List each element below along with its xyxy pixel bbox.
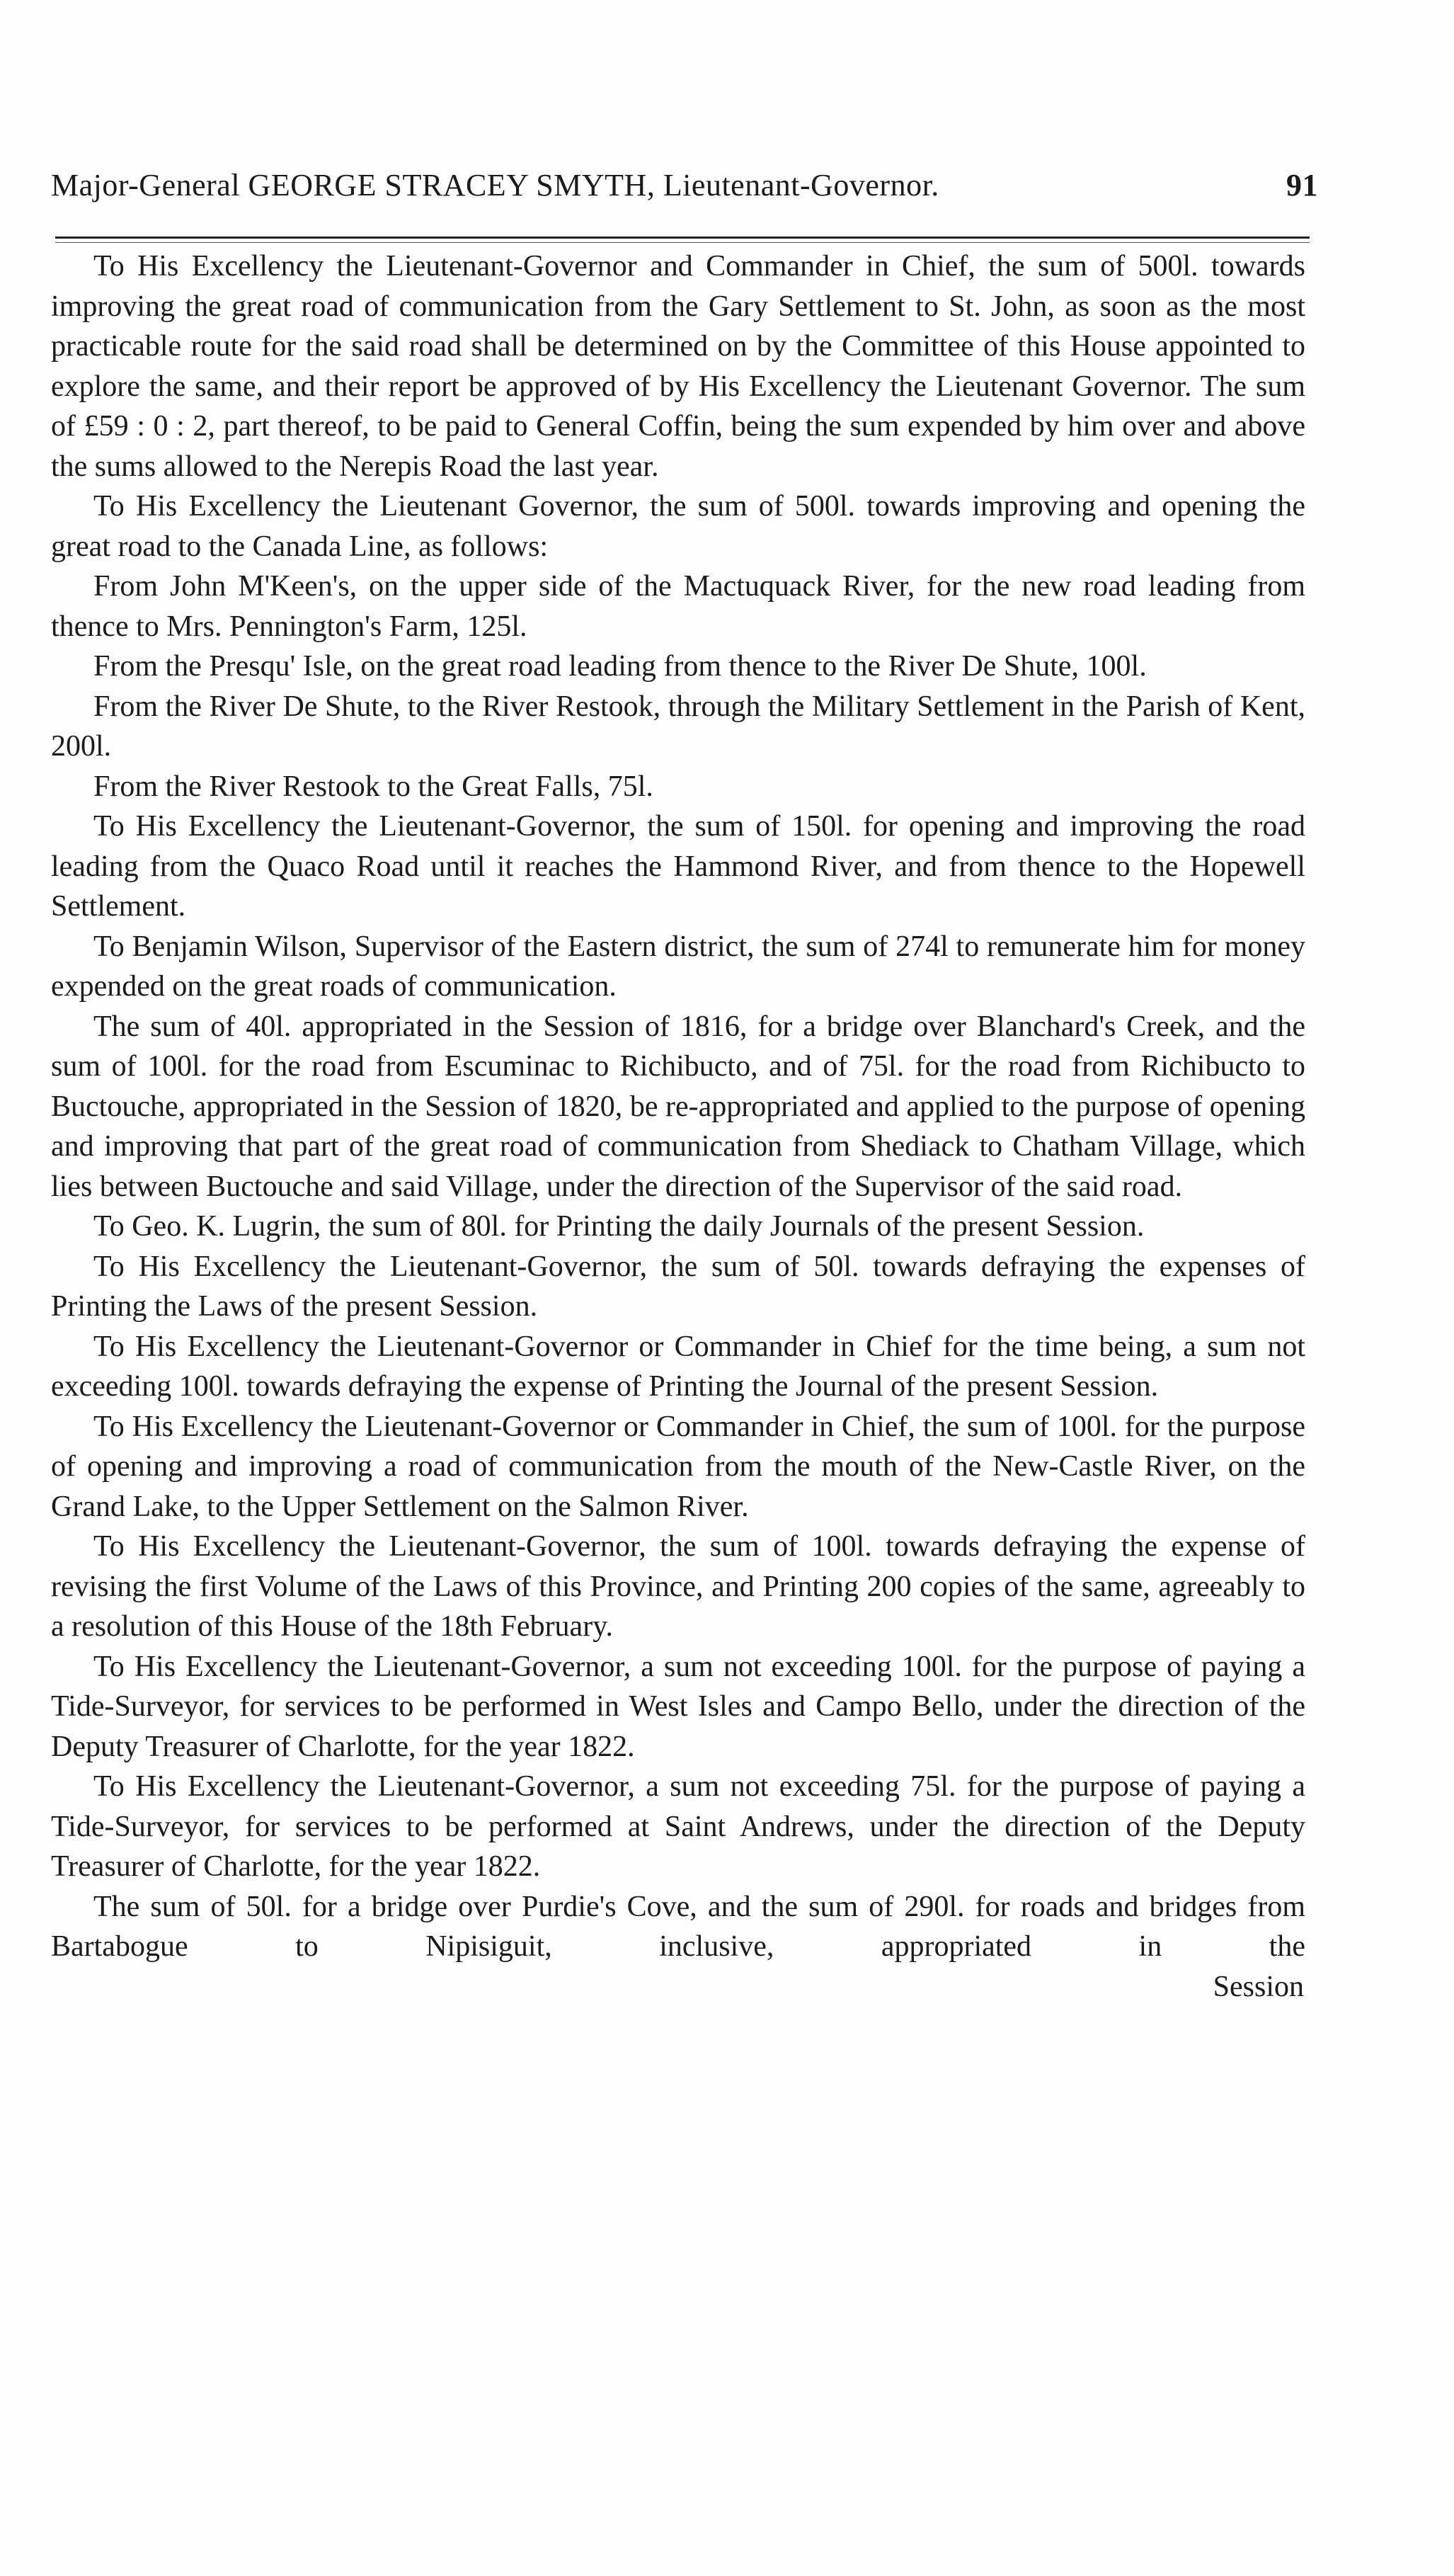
running-header [51, 167, 1318, 203]
paragraph: To Geo. K. Lugrin, the sum of 80l. for Printing the daily Journals of the present Session. [93, 1210, 1145, 1243]
paragraph: From the River Restook to the Great Falls, 75l. [93, 770, 653, 803]
paragraph: To His Excellency the Lieutenant-Governor or Commander in Chief for the time being, a sum not exceeding 100l. towards defraying the expense of Printing the Journal of the present Session. [51, 1330, 1305, 1403]
paragraph: To His Excellency the Lieutenant-Governor or Commander in Chief, the sum of 100l. for the purpose of opening and improving a road of communication from the mouth of the New-Castle River, on the Grand Lake, to the Upper Settlement on the Salmon River. [51, 1410, 1305, 1523]
running-title: Major-General GEORGE STRACEY SMYTH, Lieutenant-Governor. [51, 168, 939, 203]
catchword: Session [1213, 1970, 1304, 2003]
paragraph: From John M'Keen's, on the upper side of the Mactuquack River, for the new road leading from thence to Mrs. Pennington's Farm, 125l. [51, 570, 1305, 643]
paragraph: To His Excellency the Lieutenant-Governor and Commander in Chief, the sum of 500l. towards improving the great road of communication from the Gary Settlement to St. John, as soon as the most practicable route for the said road shall be determined on by the Committee of this House appointed to explore the same, and their report be approved of by His Excellency the Lieutenant Governor. The sum of £59 : 0 : 2, part thereof, to be paid to General Coffin, being the sum expended by him over and above the sums allowed to the Nerepis Road the last year. [51, 250, 1305, 483]
header-rule-thin [55, 242, 1310, 243]
paragraph: To His Excellency the Lieutenant-Governor, a sum not exceeding 100l. for the purpose of paying a Tide-Surveyor, for services to be performed in West Isles and Campo Bello, under the direction of the Deputy Treasurer of Charlotte, for the year 1822. [51, 1650, 1305, 1763]
paragraph: To His Excellency the Lieutenant-Governor, a sum not exceeding 75l. for the purpose of paying a Tide-Surveyor, for services to be performed at Saint Andrews, under the direction of the Deputy Treasurer of Charlotte, for the year 1822. [51, 1770, 1305, 1883]
header-rule [55, 236, 1310, 239]
paragraph: To Benjamin Wilson, Supervisor of the Eastern district, the sum of 274l to remunerate him for money expended on the great roads of communication. [51, 930, 1305, 1003]
paragraph: From the Presqu' Isle, on the great road leading from thence to the River De Shute, 100l. [93, 650, 1147, 683]
paragraph: To His Excellency the Lieutenant-Governor, the sum of 50l. towards defraying the expenses of Printing the Laws of the present Session. [51, 1250, 1305, 1323]
paragraph: The sum of 50l. for a bridge over Purdie's Cove, and the sum of 290l. for roads and bridges from Bartabogue to Nipisiguit, inclusive, appropriated in the [51, 1890, 1305, 1963]
paragraph: To His Excellency the Lieutenant-Governor, the sum of 150l. for opening and improving the road leading from the Quaco Road until it reaches the Hammond River, and from thence to the Hopewell Settlement. [51, 810, 1305, 923]
body-text [51, 246, 1305, 2007]
paragraph: To His Excellency the Lieutenant Governor, the sum of 500l. towards improving and opening the great road to the Canada Line, as follows: [51, 490, 1305, 563]
paragraph: The sum of 40l. appropriated in the Session of 1816, for a bridge over Blanchard's Creek, and the sum of 100l. for the road from Escuminac to Richibucto, and of 75l. for the road from Richibucto to Buctouche, appropriated in the Session of 1820, be re-appropriated and applied to the purpose of opening and improving that part of the great road of communication from Shediack to Chatham Village, which lies between Buctouche and said Village, under the direction of the Supervisor of the said road. [51, 1010, 1305, 1203]
page-number: 91 [1286, 168, 1318, 203]
paragraph: From the River De Shute, to the River Restook, through the Military Settlement in the Parish of Kent, 200l. [51, 690, 1305, 763]
paragraph: To His Excellency the Lieutenant-Governor, the sum of 100l. towards defraying the expense of revising the first Volume of the Laws of this Province, and Printing 200 copies of the same, agreeably to a resolution of this House of the 18th February. [51, 1530, 1305, 1643]
